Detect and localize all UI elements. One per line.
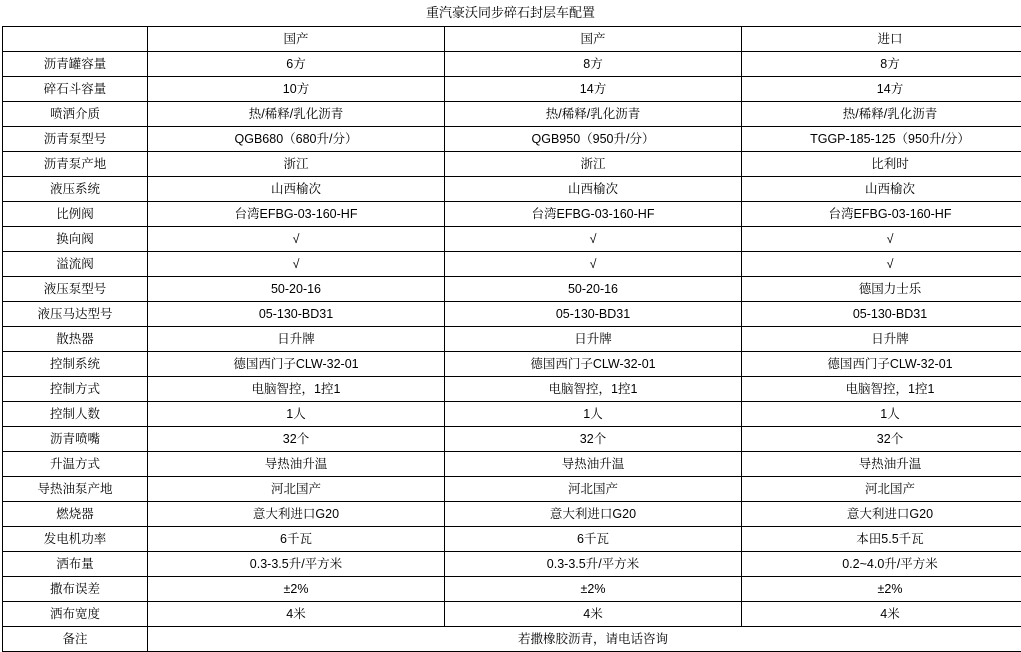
note-value: 若撒橡胶沥青，请电话咨询 <box>148 627 1021 652</box>
row-value: ±2% <box>742 577 1021 602</box>
row-value: 德国西门子CLW-32-01 <box>742 352 1021 377</box>
row-value: 山西榆次 <box>742 177 1021 202</box>
row-value: 日升牌 <box>445 327 742 352</box>
row-value: 电脑智控，1控1 <box>445 377 742 402</box>
row-value: 1人 <box>445 402 742 427</box>
row-value: 德国力士乐 <box>742 277 1021 302</box>
row-value: 导热油升温 <box>742 452 1021 477</box>
row-value: √ <box>148 252 445 277</box>
row-label: 换向阀 <box>3 227 148 252</box>
row-value: 0.3-3.5升/平方米 <box>148 552 445 577</box>
row-value: 台湾EFBG-03-160-HF <box>742 202 1021 227</box>
table-row <box>3 127 1021 152</box>
table-row <box>3 477 1021 502</box>
row-value: 32个 <box>445 427 742 452</box>
row-value: 河北国产 <box>148 477 445 502</box>
row-label: 碎石斗容量 <box>3 77 148 102</box>
row-value: 6方 <box>148 52 445 77</box>
row-value: 05-130-BD31 <box>148 302 445 327</box>
row-value: √ <box>742 227 1021 252</box>
table-row <box>3 502 1021 527</box>
row-value: √ <box>445 252 742 277</box>
cell-domestic-2: 国产 <box>445 27 742 52</box>
row-label: 散热器 <box>3 327 148 352</box>
cell-imported: 进口 <box>742 27 1021 52</box>
page-title: 重汽豪沃同步碎石封层车配置 <box>0 0 1021 26</box>
table-row <box>3 552 1021 577</box>
table-row <box>3 327 1021 352</box>
row-value: √ <box>445 227 742 252</box>
table-row <box>3 202 1021 227</box>
row-label: 液压泵型号 <box>3 277 148 302</box>
row-label: 洒布量 <box>3 552 148 577</box>
row-label: 喷洒介质 <box>3 102 148 127</box>
table-row <box>3 77 1021 102</box>
table-row <box>3 102 1021 127</box>
cell-domestic-1: 国产 <box>148 27 445 52</box>
row-value: 0.2~4.0升/平方米 <box>742 552 1021 577</box>
table-row <box>3 252 1021 277</box>
row-value: 32个 <box>742 427 1021 452</box>
table-row <box>3 352 1021 377</box>
table-row <box>3 152 1021 177</box>
row-value: 14方 <box>445 77 742 102</box>
row-value: 导热油升温 <box>445 452 742 477</box>
row-value: 50-20-16 <box>148 277 445 302</box>
row-value: 浙江 <box>445 152 742 177</box>
row-label: 撒布误差 <box>3 577 148 602</box>
row-value: 本田5.5千瓦 <box>742 527 1021 552</box>
row-label: 控制系统 <box>3 352 148 377</box>
row-value: 4米 <box>148 602 445 627</box>
row-value: 意大利进口G20 <box>148 502 445 527</box>
row-value: 1人 <box>148 402 445 427</box>
row-value: 浙江 <box>148 152 445 177</box>
row-value: 意大利进口G20 <box>742 502 1021 527</box>
row-value: 比利时 <box>742 152 1021 177</box>
row-value: 导热油升温 <box>148 452 445 477</box>
row-value: 日升牌 <box>742 327 1021 352</box>
row-value: 意大利进口G20 <box>445 502 742 527</box>
table-row <box>3 427 1021 452</box>
row-value: TGGP-185-125（950升/分） <box>742 127 1021 152</box>
row-value: 6千瓦 <box>445 527 742 552</box>
row-value: 8方 <box>742 52 1021 77</box>
row-value: 河北国产 <box>445 477 742 502</box>
row-label: 液压马达型号 <box>3 302 148 327</box>
row-label <box>3 27 148 52</box>
row-label: 导热油泵产地 <box>3 477 148 502</box>
row-label: 沥青泵型号 <box>3 127 148 152</box>
row-value: 山西榆次 <box>148 177 445 202</box>
row-value: QGB680（680升/分） <box>148 127 445 152</box>
row-label: 比例阀 <box>3 202 148 227</box>
row-label: 发电机功率 <box>3 527 148 552</box>
row-value: 德国西门子CLW-32-01 <box>148 352 445 377</box>
table-row <box>3 227 1021 252</box>
row-value: 05-130-BD31 <box>445 302 742 327</box>
row-label: 液压系统 <box>3 177 148 202</box>
row-label: 备注 <box>3 627 148 652</box>
row-label: 沥青泵产地 <box>3 152 148 177</box>
row-label: 燃烧器 <box>3 502 148 527</box>
table-row <box>3 452 1021 477</box>
row-value: 德国西门子CLW-32-01 <box>445 352 742 377</box>
row-value: 电脑智控，1控1 <box>742 377 1021 402</box>
row-value: 8方 <box>445 52 742 77</box>
row-value: 河北国产 <box>742 477 1021 502</box>
row-value: 台湾EFBG-03-160-HF <box>148 202 445 227</box>
table-row <box>3 377 1021 402</box>
table-row <box>3 302 1021 327</box>
row-value: 山西榆次 <box>445 177 742 202</box>
row-value: 热/稀释/乳化沥青 <box>742 102 1021 127</box>
row-label: 控制人数 <box>3 402 148 427</box>
table-row-note <box>3 627 1021 652</box>
row-value: 50-20-16 <box>445 277 742 302</box>
table-row <box>3 602 1021 627</box>
row-value: √ <box>742 252 1021 277</box>
row-value: 热/稀释/乳化沥青 <box>148 102 445 127</box>
row-value: √ <box>148 227 445 252</box>
table-row <box>3 52 1021 77</box>
row-value: 6千瓦 <box>148 527 445 552</box>
row-label: 溢流阀 <box>3 252 148 277</box>
row-value: 热/稀释/乳化沥青 <box>445 102 742 127</box>
spec-table-body <box>3 27 1021 652</box>
row-value: 10方 <box>148 77 445 102</box>
row-value: 日升牌 <box>148 327 445 352</box>
table-row <box>3 177 1021 202</box>
row-value: 32个 <box>148 427 445 452</box>
table-row <box>3 402 1021 427</box>
row-value: 1人 <box>742 402 1021 427</box>
row-value: QGB950（950升/分） <box>445 127 742 152</box>
row-label: 控制方式 <box>3 377 148 402</box>
row-value: 4米 <box>742 602 1021 627</box>
row-value: 台湾EFBG-03-160-HF <box>445 202 742 227</box>
row-label: 沥青罐容量 <box>3 52 148 77</box>
row-label: 洒布宽度 <box>3 602 148 627</box>
row-value: ±2% <box>148 577 445 602</box>
row-value: ±2% <box>445 577 742 602</box>
table-row-origin <box>3 27 1021 52</box>
row-label: 沥青喷嘴 <box>3 427 148 452</box>
row-value: 4米 <box>445 602 742 627</box>
table-row <box>3 277 1021 302</box>
row-value: 电脑智控，1控1 <box>148 377 445 402</box>
table-row <box>3 527 1021 552</box>
row-label: 升温方式 <box>3 452 148 477</box>
spec-table <box>2 26 1021 652</box>
table-row <box>3 577 1021 602</box>
row-value: 05-130-BD31 <box>742 302 1021 327</box>
row-value: 0.3-3.5升/平方米 <box>445 552 742 577</box>
row-value: 14方 <box>742 77 1021 102</box>
